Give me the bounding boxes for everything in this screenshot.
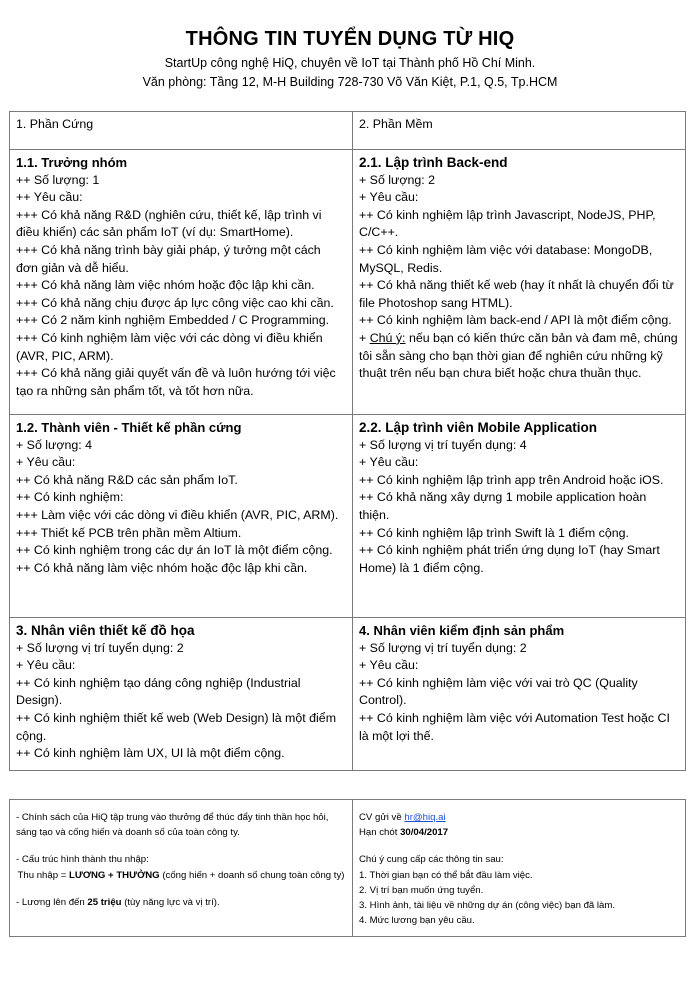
- income-bold: LƯƠNG + THƯỞNG: [69, 869, 160, 881]
- hardware-column-header: 1. Phần Cứng: [10, 112, 353, 150]
- job-line: +++ Có kinh nghiệm làm việc với các dòng vi điều khiển (AVR, PIC, ARM).: [16, 330, 323, 363]
- job-line: ++ Có kinh nghiệm trong các dự án IoT là một điểm cộng.: [16, 543, 333, 558]
- job-line: ++ Có kinh nghiệm lập trình Javascript, NodeJS, PHP, C/C++.: [359, 207, 656, 240]
- job-title: 2.2. Lập trình viên Mobile Application: [359, 420, 598, 435]
- job-line: + Số lượng: 2: [359, 172, 436, 187]
- job-thanh-vien: [10, 415, 353, 618]
- job-do-hoa: [10, 618, 353, 771]
- job-line: ++ Có kinh nghiệm làm việc với vai trò QC (Quality Control).: [359, 675, 638, 708]
- note-prefix: +: [359, 330, 370, 345]
- list-item: 4. Mức lương bạn yêu cầu.: [359, 915, 475, 927]
- job-line: + Yêu cầu:: [359, 190, 419, 205]
- job-line: ++ Có kinh nghiệm làm việc với Automation Test hoặc CI là một lợi thế.: [359, 710, 670, 743]
- job-line: +++ Có khả năng chịu được áp lực công việc cao khi cần.: [16, 295, 334, 310]
- job-line: ++ Có khả năng làm việc nhóm hoặc độc lập khi cần.: [16, 560, 308, 575]
- software-column-header: 2. Phần Mềm: [353, 112, 686, 150]
- salary-suffix: (tùy năng lực và vị trí).: [121, 896, 220, 908]
- job-line: +++ Làm việc với các dòng vi điều khiển (AVR, PIC, ARM).: [16, 507, 339, 522]
- job-line: +++ Có khả năng giải quyết vấn đề và luôn hướng tới việc tạo ra những sản phẩm tốt, và tốt hơn nữa.: [16, 366, 336, 398]
- cv-line: [359, 810, 679, 825]
- job-line: + Số lượng vị trí tuyển dụng: 2: [16, 640, 184, 655]
- job-line: + Yêu cầu:: [359, 658, 419, 673]
- job-line: + Số lượng: 4: [16, 437, 93, 452]
- company-description: StartUp công nghệ HiQ, chuyên về IoT tại Thành phố Hồ Chí Minh.: [164, 56, 536, 70]
- income-prefix: Thu nhập =: [17, 869, 69, 881]
- job-line: ++ Số lượng: 1: [16, 172, 100, 187]
- job-line: ++ Có kinh nghiệm:: [16, 490, 124, 505]
- note-heading: Chú ý cung cấp các thông tin sau:: [359, 854, 504, 866]
- job-title: 1.2. Thành viên - Thiết kế phần cứng: [16, 420, 242, 435]
- income-heading: - Cấu trúc hình thành thu nhập:: [16, 854, 149, 866]
- email-link[interactable]: hr@hiq.ai: [404, 812, 446, 823]
- job-line: + Yêu cầu:: [16, 658, 76, 673]
- salary-amount: 25 triệu: [87, 896, 122, 908]
- application-cell: [353, 800, 686, 937]
- job-line: + Số lượng vị trí tuyển dụng: 2: [359, 640, 527, 655]
- deadline-prefix: Hạn chót: [359, 827, 401, 839]
- job-kiem-dinh: [353, 618, 686, 771]
- job-line: ++ Có kinh nghiệm lập trình Swift là 1 điểm cộng.: [359, 525, 629, 540]
- income-formula: [16, 868, 346, 883]
- footer-table: [9, 799, 686, 937]
- job-line: +++ Có khả năng làm việc nhóm hoặc độc lập khi cần.: [16, 278, 315, 293]
- backend-note: [359, 330, 679, 383]
- policy-text: - Chính sách của HiQ tập trung vào thưởng để thúc đẩy tinh thần học hỏi, sáng tạo và cống hiến và doanh số của toàn công ty.: [16, 812, 329, 839]
- job-line: + Số lượng vị trí tuyển dụng: 4: [359, 437, 527, 452]
- page-title: THÔNG TIN TUYỂN DỤNG TỪ HIQ: [185, 28, 515, 50]
- column-header-row: [10, 112, 686, 150]
- income-suffix: (cống hiến + doanh số chung toàn công ty): [159, 869, 345, 881]
- office-address: Văn phòng: Tầng 12, M-H Building 728-730 Võ Văn Kiệt, P.1, Q.5, Tp.HCM: [142, 75, 558, 89]
- job-line: ++ Có kinh nghiệm tạo dáng công nghiệp (Industrial Design).: [16, 675, 301, 708]
- job-line: ++ Có kinh nghiệm phát triển ứng dụng IoT (hay Smart Home) là 1 điểm cộng.: [359, 543, 660, 575]
- note-label: Chú ý:: [369, 330, 406, 345]
- deadline-line: [359, 825, 679, 840]
- job-line: ++ Có kinh nghiệm làm việc với database: MongoDB, MySQL, Redis.: [359, 242, 653, 275]
- job-line: ++ Yêu cầu:: [16, 190, 83, 205]
- job-mobile: [353, 415, 686, 618]
- job-line: ++ Có kinh nghiệm làm UX, UI là một điểm cộng.: [16, 746, 285, 761]
- positions-table: [9, 111, 686, 771]
- benefits-cell: [10, 800, 353, 937]
- job-backend: [353, 150, 686, 415]
- job-line: ++ Có kinh nghiệm lập trình app trên Android hoặc iOS.: [359, 472, 664, 487]
- job-title: 4. Nhân viên kiểm định sản phẩm: [359, 623, 565, 638]
- positions-row: [10, 150, 686, 415]
- list-item: 2. Vị trí bạn muốn ứng tuyển.: [359, 884, 484, 896]
- job-line: ++ Có khả năng thiết kế web (hay ít nhất là chuyển đổi từ file Photoshop sang HTML).: [359, 278, 674, 310]
- cv-prefix: CV gửi về: [359, 812, 405, 823]
- job-line: ++ Có kinh nghiệm làm back-end / API là một điểm cộng.: [359, 313, 672, 328]
- job-title: 1.1. Trưởng nhóm: [16, 155, 128, 170]
- salary-prefix: - Lương lên đến: [16, 896, 88, 908]
- note-text: nếu bạn có kiến thức căn bản và đam mê, chúng tôi sẵn sàng cho bạn thời gian để nghiên cứu những kỹ thuật trên nếu bạn chưa biết hoặc chưa thuần thục.: [359, 330, 678, 381]
- job-truong-nhom: [10, 150, 353, 415]
- job-line: +++ Có khả năng R&D (nghiên cứu, thiết kế, lập trình vi điều khiển) các sản phẩm IoT (ví dụ: SmartHome).: [16, 207, 322, 240]
- positions-row: [10, 415, 686, 618]
- job-line: ++ Có khả năng R&D các sản phẩm IoT.: [16, 472, 238, 487]
- job-line: + Yêu cầu:: [16, 455, 76, 470]
- job-line: ++ Có khả năng xây dựng 1 mobile application hoàn thiện.: [359, 490, 647, 522]
- deadline-date: 30/04/2017: [400, 827, 449, 839]
- job-title: 2.1. Lập trình Back-end: [359, 155, 508, 170]
- job-title: 3. Nhân viên thiết kế đồ họa: [16, 623, 195, 638]
- job-line: + Yêu cầu:: [359, 455, 419, 470]
- job-line: ++ Có kinh nghiệm thiết kế web (Web Design) là một điểm cộng.: [16, 710, 337, 743]
- job-line: +++ Có 2 năm kinh nghiệm Embedded / C Programming.: [16, 313, 330, 328]
- job-line: +++ Có khả năng trình bày giải pháp, ý tưởng một cách đơn giản và dễ hiểu.: [16, 242, 321, 275]
- positions-row: [10, 618, 686, 771]
- salary-line: [16, 895, 346, 910]
- list-item: 3. Hình ảnh, tài liệu về những dự án (công việc) bạn đã làm.: [359, 900, 616, 912]
- job-line: +++ Thiết kế PCB trên phần mềm Altium.: [16, 525, 242, 540]
- list-item: 1. Thời gian bạn có thể bắt đầu làm việc.: [359, 869, 533, 881]
